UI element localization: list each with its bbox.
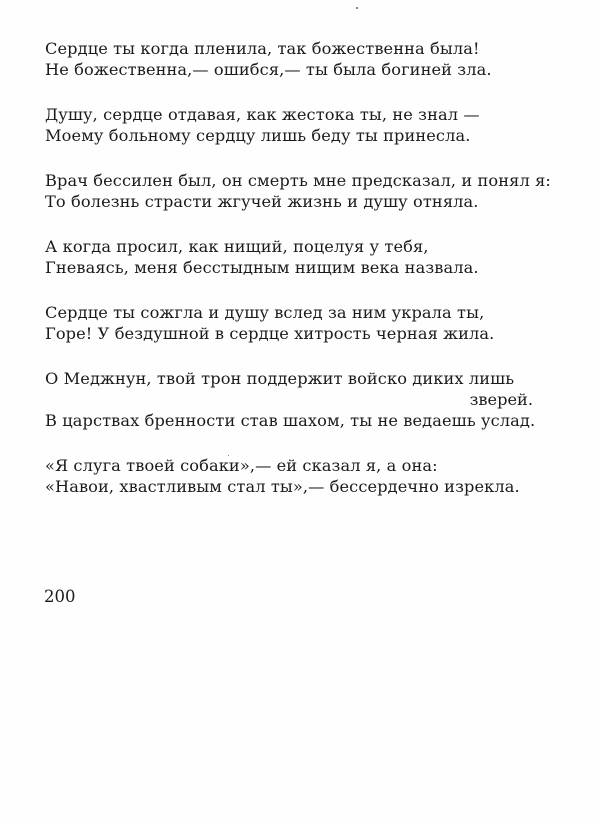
verse-line: О Меджнун, твой трон поддержит войско диких лишь: [45, 369, 515, 388]
verse-line: Сердце ты сожгла и душу вслед за ним украла ты,: [45, 303, 485, 322]
verse-line: В царствах бренности став шахом, ты не ведаешь услад.: [45, 411, 536, 430]
stanza-2: [45, 104, 545, 146]
stanza-7: [45, 455, 545, 497]
page-number: 200: [44, 587, 76, 606]
verse-line: Моему больному сердцу лишь беду ты принесла.: [45, 126, 471, 145]
verse-line: То болезнь страсти жгучей жизнь и душу отняла.: [45, 192, 479, 211]
verse-line: Душу, сердце отдавая, как жестока ты, не знал —: [45, 105, 480, 124]
stanza-1: [45, 38, 545, 80]
verse-line: Горе! У бездушной в сердце хитрость черная жила.: [45, 324, 495, 343]
verse-line-continuation: зверей.: [469, 390, 533, 409]
verse-line: «Навои, хвастливым стал ты»,— бессердечно изрекла.: [45, 477, 520, 496]
stanza-5: [45, 302, 545, 344]
verse-line: Гневаясь, меня бесстыдным нищим века назвала.: [45, 258, 479, 277]
stanza-4: [45, 236, 545, 278]
stanza-3: [45, 170, 551, 212]
stanza-6: [45, 368, 545, 431]
poem-text: [45, 38, 551, 521]
verse-line: «Я слуга твоей собаки»,— ей сказал я, а она:: [45, 456, 438, 475]
print-speck: [356, 7, 358, 9]
verse-line: А когда просил, как нищий, поцелуя у тебя,: [45, 237, 429, 256]
verse-line: Не божественна,— ошибся,— ты была богиней зла.: [45, 60, 492, 79]
verse-line: Врач бессилен был, он смерть мне предсказал, и понял я:: [45, 171, 551, 190]
verse-line: Сердце ты когда пленила, так божественна была!: [45, 39, 480, 58]
